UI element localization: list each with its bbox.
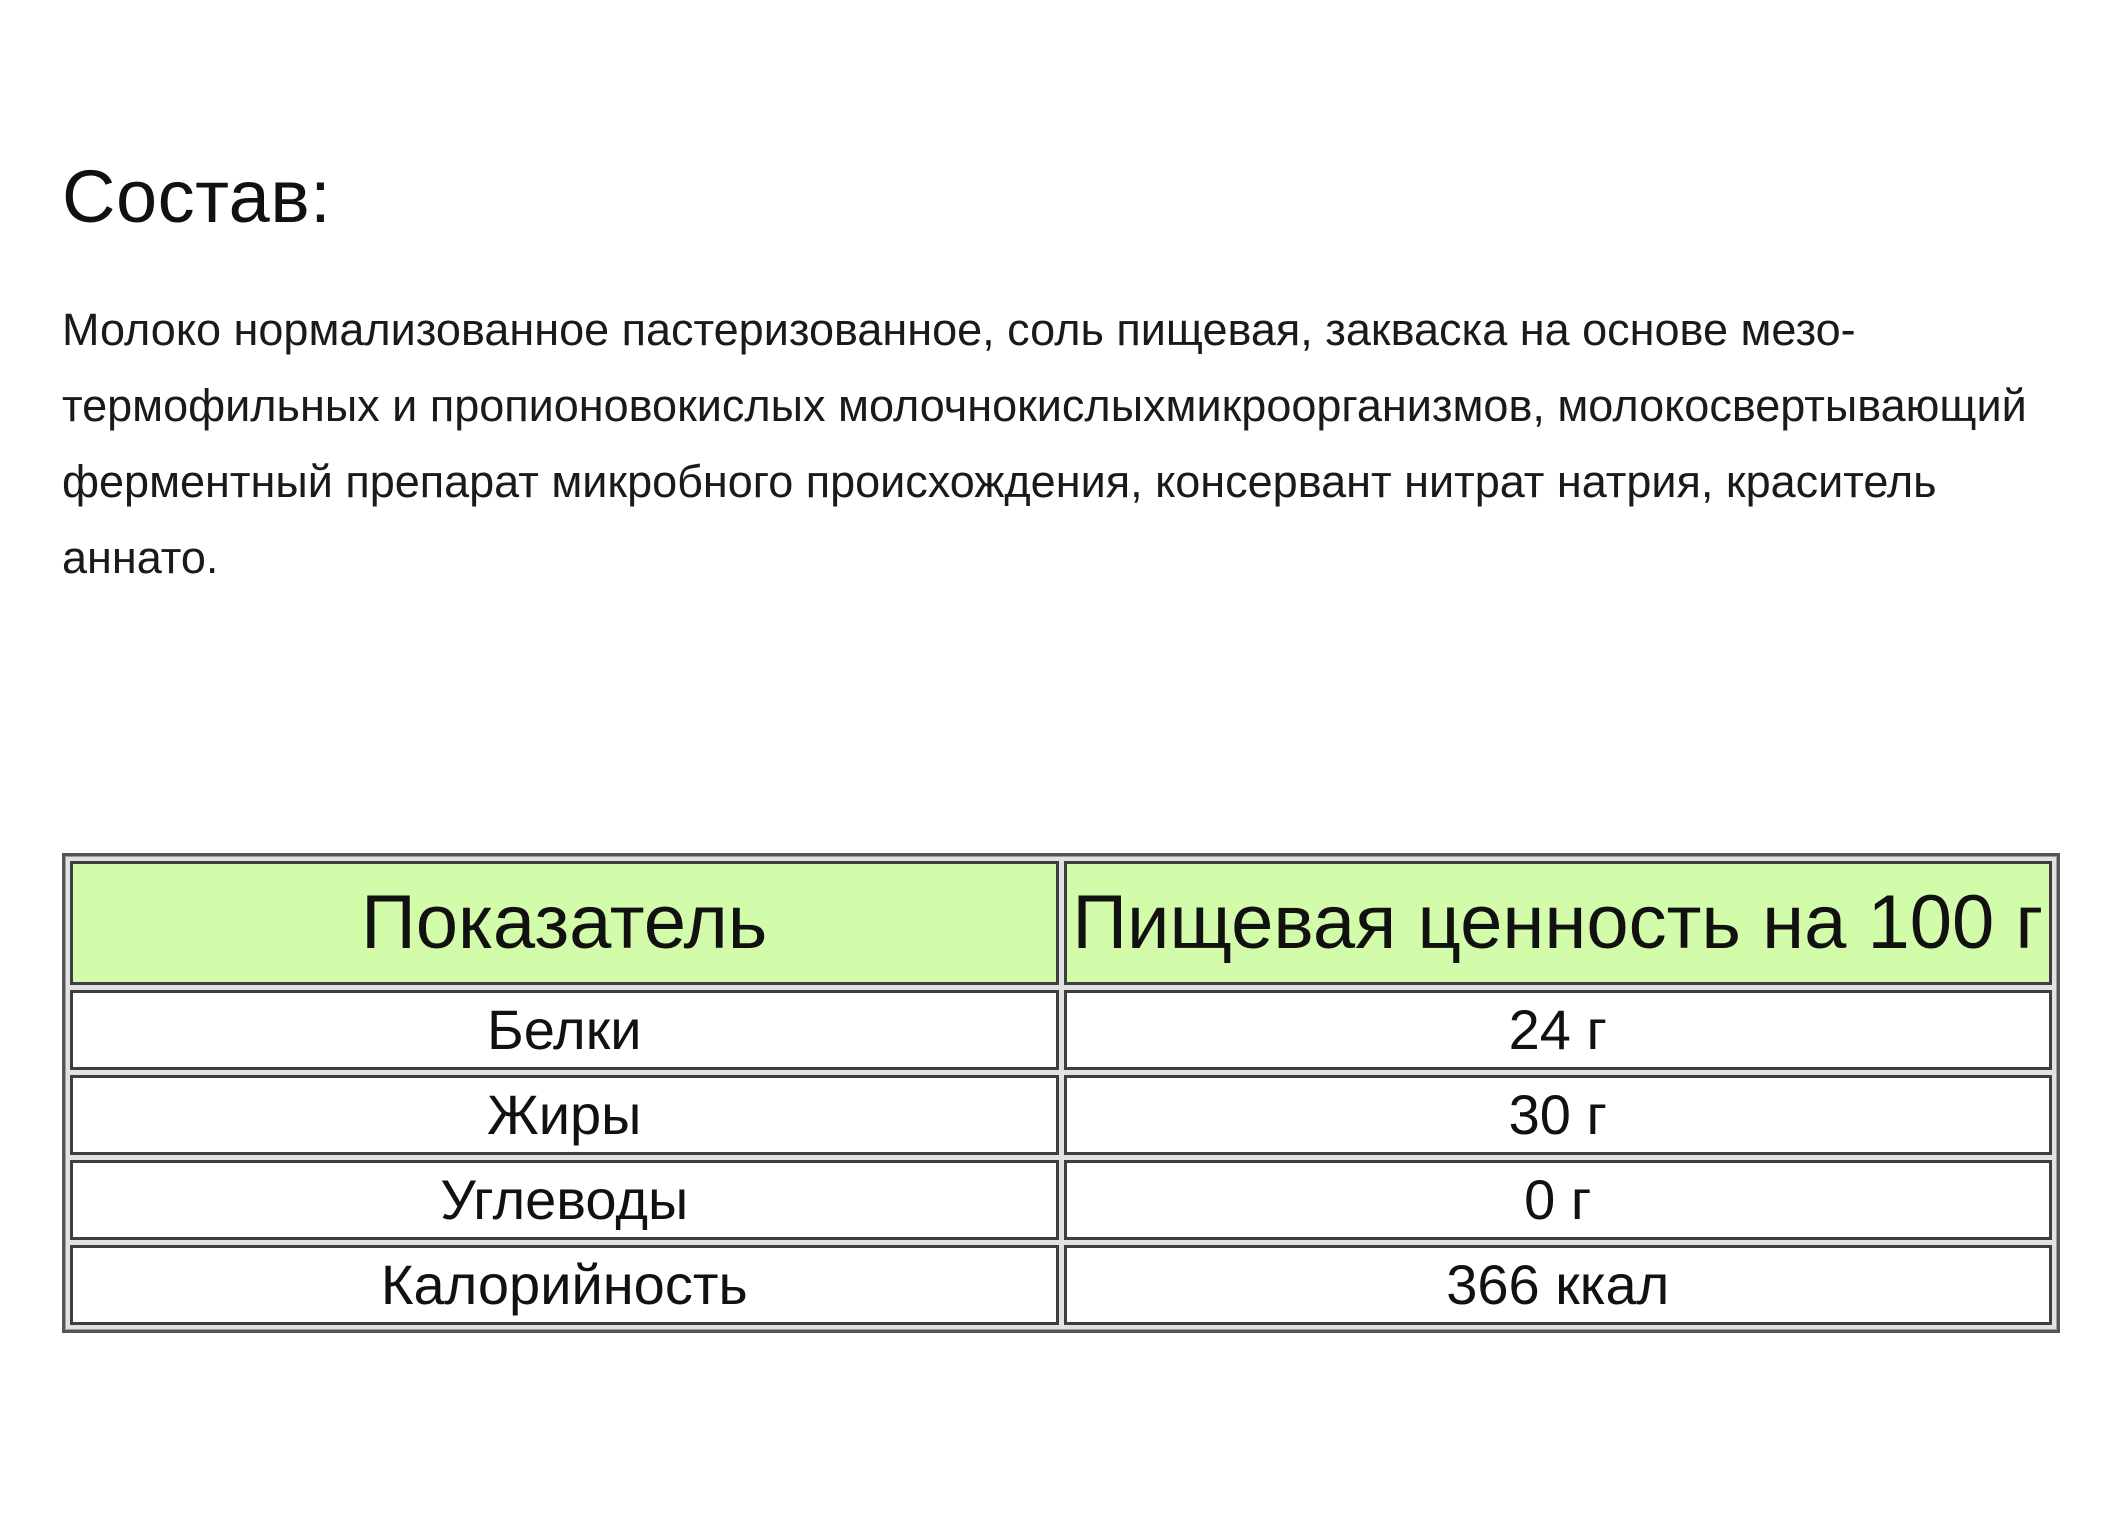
table-row — [70, 1075, 2052, 1155]
table-row — [70, 1245, 2052, 1325]
table-header-row — [70, 861, 2052, 985]
composition-text: Молоко нормализованное пастеризованное, соль пищевая, закваска на основе мезо-термофильных и пропионовокислых молочнокислыхмикроорганизмов, молокосвертывающий ферментный препарат микробного происхождения, консервант нитрат натрия, краситель аннато. — [62, 304, 2027, 583]
composition-heading: Состав: — [62, 155, 332, 238]
nutrition-table — [62, 853, 2060, 1333]
header-nutritional-value: Пищевая ценность на 100 г — [1064, 861, 2053, 985]
row-value-carbohydrates: 0 г — [1064, 1160, 2053, 1240]
header-indicator: Показатель — [70, 861, 1059, 985]
row-name-calories: Калорийность — [70, 1245, 1059, 1325]
row-name-fats: Жиры — [70, 1075, 1059, 1155]
row-value-fats: 30 г — [1064, 1075, 2053, 1155]
table-row — [70, 1160, 2052, 1240]
table-row — [70, 990, 2052, 1070]
row-name-carbohydrates: Углеводы — [70, 1160, 1059, 1240]
row-name-proteins: Белки — [70, 990, 1059, 1070]
row-value-proteins: 24 г — [1064, 990, 2053, 1070]
row-value-calories: 366 ккал — [1064, 1245, 2053, 1325]
